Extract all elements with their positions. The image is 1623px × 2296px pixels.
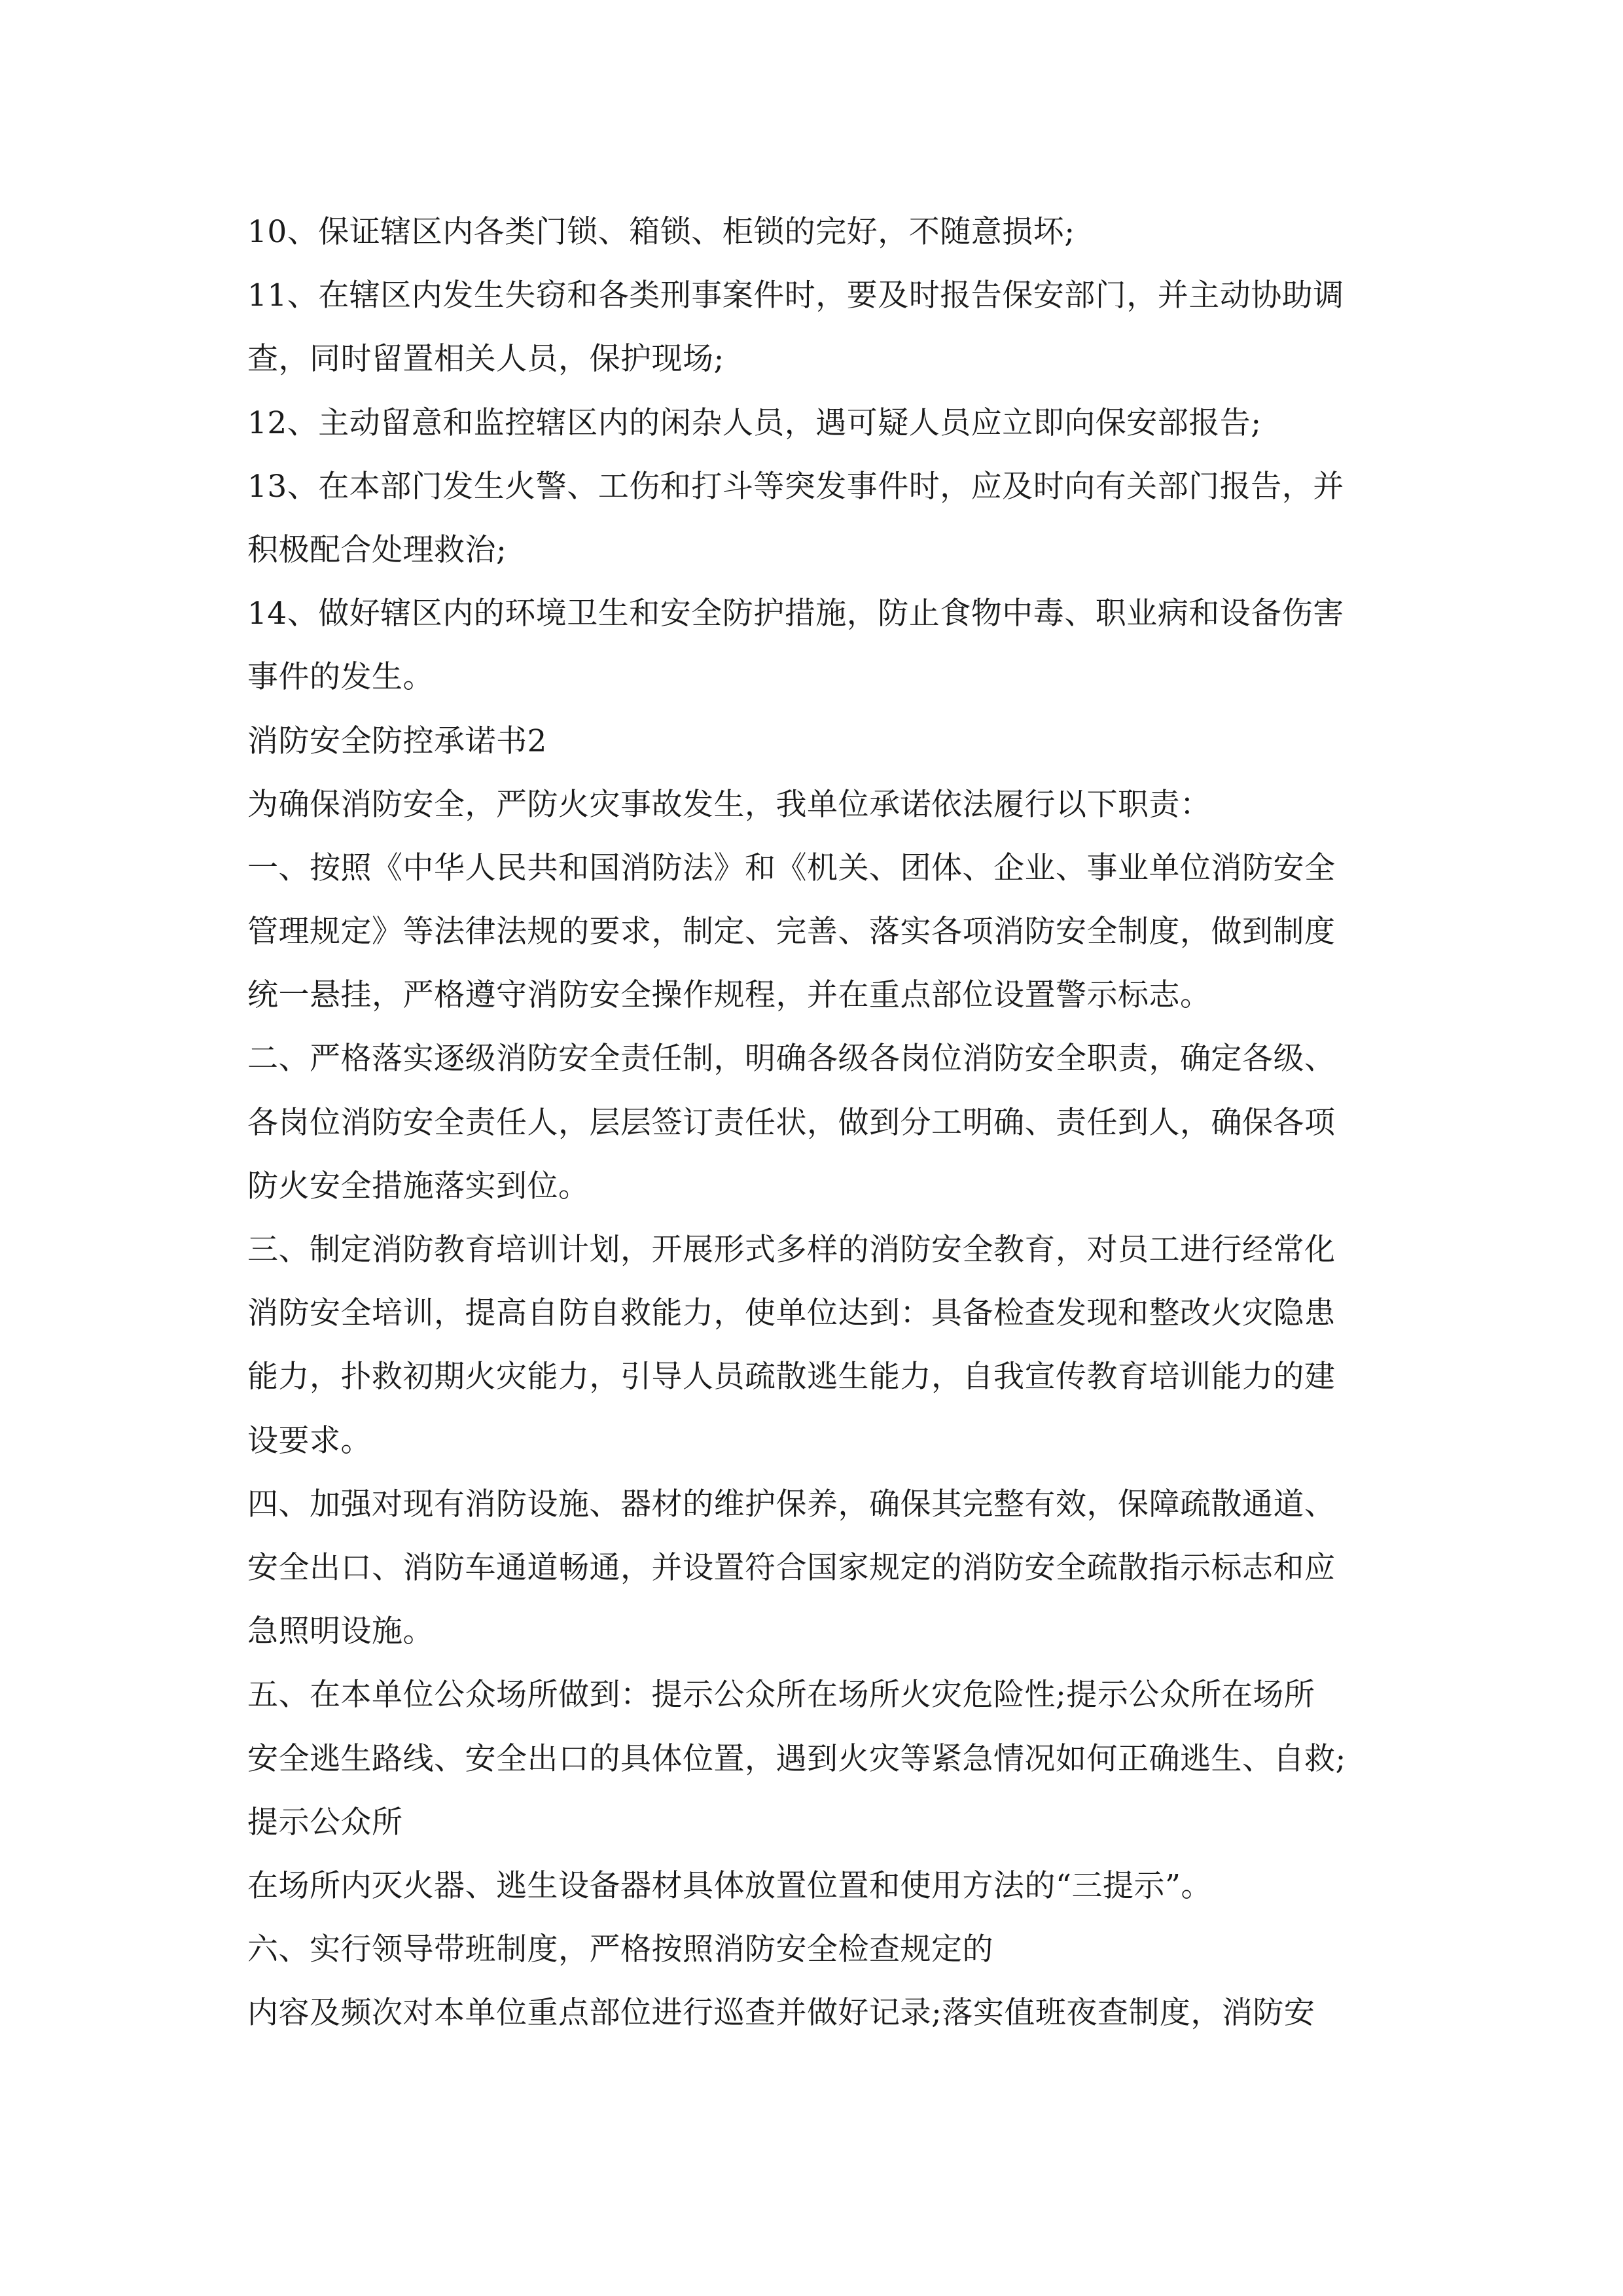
text-line: 四、加强对现有消防设施、器材的维护保养，确保其完整有效，保障疏散通道、 (247, 1486, 1336, 1522)
text-line: 11、在辖区内发生失窃和各类刑事案件时，要及时报告保安部门，并主动协助调 (247, 278, 1344, 314)
text-line: 提示公众所 (247, 1804, 403, 1840)
text-line: 一、按照《中华人民共和国消防法》和《机关、团体、企业、事业单位消防安全 (247, 850, 1336, 886)
text-line: 12、主动留意和监控辖区内的闲杂人员，遇可疑人员应立即向保安部报告; (247, 404, 1262, 441)
text-line: 能力，扑救初期火灾能力，引导人员疏散逃生能力，自我宣传教育培训能力的建 (247, 1359, 1336, 1395)
text-line: 急照明设施。 (247, 1613, 434, 1650)
text-line: 14、做好辖区内的环境卫生和安全防护措施，防止食物中毒、职业病和设备伤害 (247, 596, 1344, 632)
text-line: 内容及频次对本单位重点部位进行巡查并做好记录;落实值班夜查制度，消防安 (247, 1995, 1315, 2032)
text-line: 13、在本部门发生火警、工伤和打斗等突发事件时，应及时向有关部门报告，并 (247, 468, 1344, 505)
text-line: 安全逃生路线、安全出口的具体位置，遇到火灾等紧急情况如何正确逃生、自救; (247, 1740, 1346, 1777)
text-line: 为确保消防安全，严防火灾事故发生，我单位承诺依法履行以下职责： (247, 786, 1211, 823)
text-line: 统一悬挂，严格遵守消防安全操作规程，并在重点部位设置警示标志。 (247, 977, 1211, 1014)
text-line: 管理规定》等法律法规的要求，制定、完善、落实各项消防安全制度，做到制度 (247, 914, 1336, 950)
text-line: 二、严格落实逐级消防安全责任制，明确各级各岗位消防安全职责，确定各级、 (247, 1041, 1336, 1077)
text-line: 防火安全措施落实到位。 (247, 1168, 590, 1204)
text-line: 设要求。 (247, 1422, 372, 1459)
text-line: 各岗位消防安全责任人，层层签订责任状，做到分工明确、责任到人，确保各项 (247, 1104, 1336, 1141)
text-line: 五、在本单位公众场所做到：提示公众所在场所火灾危险性;提示公众所在场所 (247, 1677, 1315, 1713)
text-line: 三、制定消防教育培训计划，开展形式多样的消防安全教育，对员工进行经常化 (247, 1232, 1336, 1268)
text-line: 在场所内灭火器、逃生设备器材具体放置位置和使用方法的“三提示”。 (247, 1867, 1213, 1904)
text-line: 10、保证辖区内各类门锁、箱锁、柜锁的完好，不随意损坏; (247, 214, 1075, 250)
document-body (247, 200, 1412, 2045)
text-line: 查，同时留置相关人员，保护现场; (247, 341, 724, 378)
text-line: 安全出口、消防车通道畅通，并设置符合国家规定的消防安全疏散指示标志和应 (247, 1549, 1336, 1586)
text-line: 消防安全防控承诺书2 (247, 723, 547, 759)
text-line: 六、实行领导带班制度，严格按照消防安全检查规定的 (247, 1931, 993, 1968)
text-line: 积极配合处理救治; (247, 531, 507, 568)
text-line: 事件的发生。 (247, 659, 434, 696)
text-line: 消防安全培训，提高自防自救能力，使单位达到：具备检查发现和整改火灾隐患 (247, 1295, 1336, 1332)
